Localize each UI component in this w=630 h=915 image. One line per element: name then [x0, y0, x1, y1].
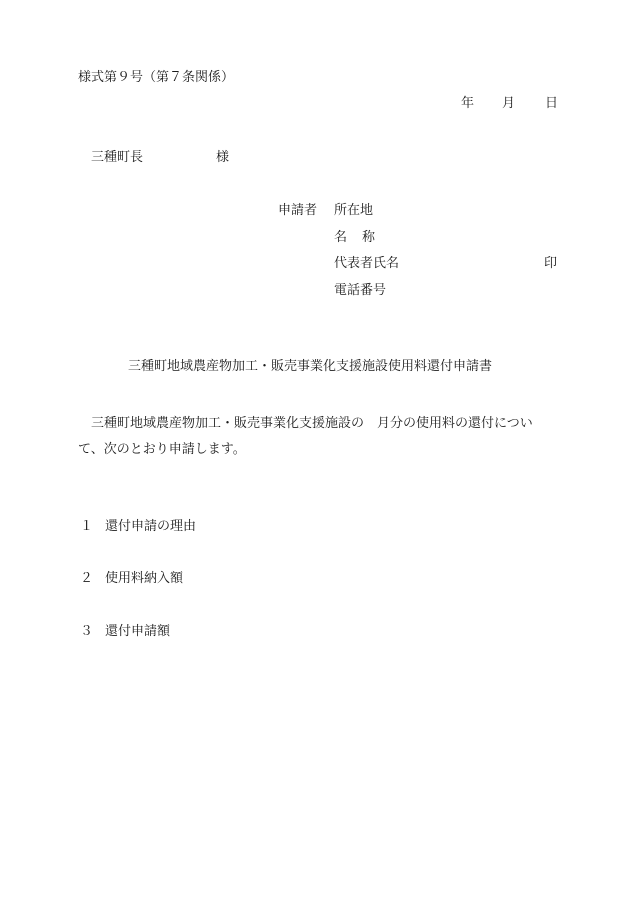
list-item-number: １ [80, 519, 94, 534]
document-title: 三種町地域農産物加工・販売事業化支援施設使用料還付申請書 [128, 359, 493, 374]
date-month-label: 月 [502, 96, 516, 111]
list-item [80, 572, 183, 585]
applicant-representative-label: 代表者氏名 [334, 256, 400, 271]
list-item-number: ２ [80, 571, 94, 586]
applicant-label: 申請者 [278, 203, 318, 218]
list-item-number: ３ [80, 624, 94, 639]
list-item-label: 還付申請額 [105, 624, 171, 639]
applicant-address-label: 所在地 [334, 203, 374, 218]
list-item [80, 625, 170, 638]
seal-mark: 印 [544, 256, 558, 271]
date-year-label: 年 [461, 96, 475, 111]
list-item-label: 還付申請の理由 [105, 519, 197, 534]
addressee-honorific: 様 [216, 150, 230, 165]
addressee-name: 三種町長 [91, 150, 144, 165]
document-body-line-2: て、次のとおり申請します。 [78, 442, 246, 457]
list-item [80, 520, 196, 533]
form-number: 様式第９号（第７条関係） [78, 70, 235, 85]
document-body [78, 411, 556, 463]
document-body-line-1-text: 三種町地域農産物加工・販売事業化支援施設の 月分の使用料の還付につい [91, 416, 533, 431]
list-item-label: 使用料納入額 [105, 571, 184, 586]
applicant-phone-label: 電話番号 [334, 283, 387, 298]
applicant-name-label: 名称 [334, 230, 391, 245]
document-body-line-1 [78, 411, 556, 437]
date-day-label: 日 [545, 96, 559, 111]
